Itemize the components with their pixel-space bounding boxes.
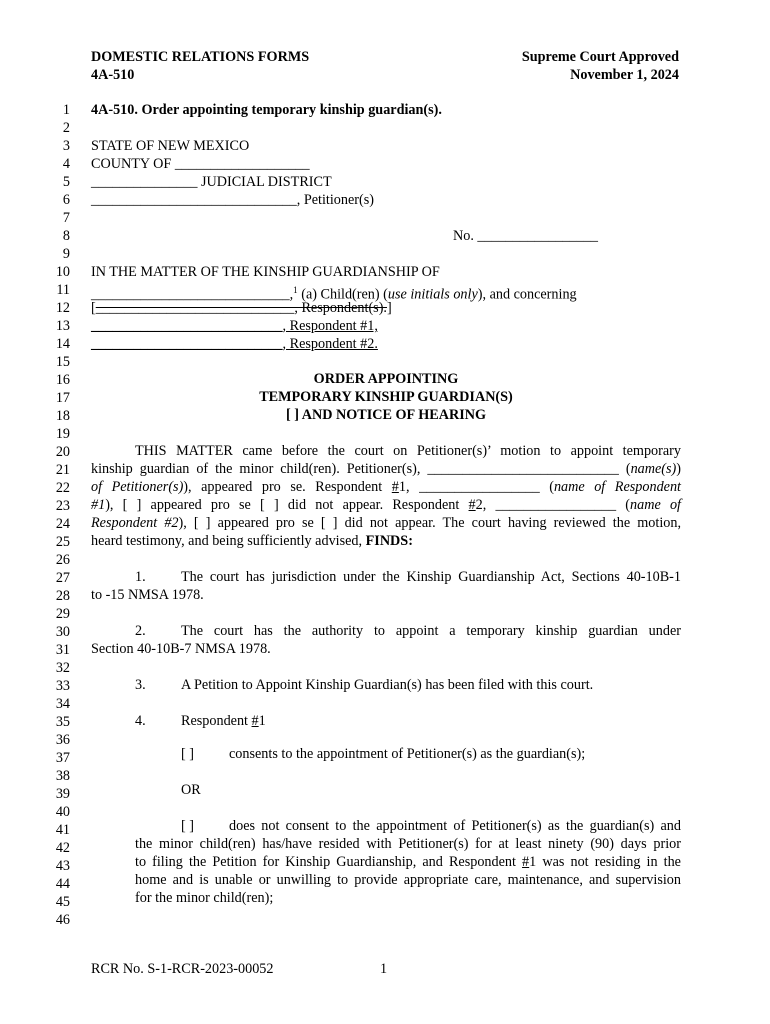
line-number: 13 (55, 318, 70, 334)
line-number: 34 (55, 696, 70, 712)
caption-respondent-2: ___________________________, Respondent #2. (91, 336, 378, 352)
line-number: 23 (55, 498, 70, 514)
line-number: 35 (55, 714, 70, 730)
case-number: No. _________________ (453, 228, 599, 244)
line-number: 40 (55, 804, 70, 820)
rcr-number: RCR No. S-1-RCR-2023-00052 (91, 961, 274, 977)
caption-petitioner: _____________________________, Petitioner(s) (91, 192, 374, 208)
line-number: 5 (62, 174, 70, 190)
line-number: 18 (55, 408, 70, 424)
line-number: 39 (55, 786, 70, 802)
caption-county: COUNTY OF ___________________ (91, 156, 310, 172)
line-number: 19 (55, 426, 70, 442)
para1-line3: of Petitioner(s)), appeared pro se. Respondent #1, _________________ (name of Respondent (91, 479, 681, 495)
item3-number: 3. (135, 677, 146, 693)
para1-line2: kinship guardian of the minor child(ren). Petitioner(s), ___________________________ (name(s)) (91, 461, 681, 477)
line-number: 2 (62, 120, 70, 136)
line-number: 17 (55, 390, 70, 406)
no-consent-line1: does not consent to the appointment of Petitioner(s) as the guardian(s) and (229, 818, 681, 834)
item1-line2: to -15 NMSA 1978. (91, 587, 204, 603)
line-number: 44 (55, 876, 70, 892)
line-number: 11 (56, 282, 70, 298)
footnote-mark: 1 (293, 285, 298, 295)
line-number: 32 (55, 660, 70, 676)
form-number: 4A-510 (91, 67, 135, 83)
line-number: 46 (55, 912, 70, 928)
line-number: 30 (55, 624, 70, 640)
order-title-1: ORDER APPOINTING (313, 371, 459, 387)
line-number: 26 (55, 552, 70, 568)
item2-line1: The court has the authority to appoint a temporary kinship guardian under (181, 623, 681, 639)
line-number: 4 (62, 156, 70, 172)
line-number: 24 (55, 516, 70, 532)
line-number: 41 (55, 822, 70, 838)
line-number: 29 (55, 606, 70, 622)
line-number: 22 (55, 480, 70, 496)
item4-line1: Respondent #1 (181, 713, 266, 729)
line-number: 42 (55, 840, 70, 856)
line-number: 33 (55, 678, 70, 694)
line-number: 28 (55, 588, 70, 604)
line-number: 7 (62, 210, 70, 226)
form-series: DOMESTIC RELATIONS FORMS (91, 49, 310, 65)
caption-district: _______________ JUDICIAL DISTRICT (91, 174, 332, 190)
line-number: 9 (62, 246, 70, 262)
line-number: 12 (55, 300, 70, 316)
item4-number: 4. (135, 713, 146, 729)
line-number: 10 (55, 264, 70, 280)
consent-checkbox[interactable]: [ ] (181, 746, 194, 762)
line-number: 21 (55, 462, 70, 478)
para1-line6: heard testimony, and being sufficiently advised, FINDS: (91, 533, 413, 549)
caption-respondents-struck: [____________________________, Respondent(s).] (91, 300, 392, 316)
caption-state: STATE OF NEW MEXICO (91, 138, 250, 154)
line-number: 20 (55, 444, 70, 460)
line-number: 36 (55, 732, 70, 748)
no-consent-checkbox[interactable]: [ ] (181, 818, 194, 834)
page-number: 1 (380, 961, 388, 977)
approval-label: Supreme Court Approved (521, 49, 679, 65)
line-number: 6 (62, 192, 70, 208)
form-header-left (91, 48, 309, 84)
caption-child-line: ____________________________,$^1$ (a) Child(ren) (use initials only), and concerning (91, 285, 577, 303)
line-number: 16 (55, 372, 70, 388)
item3-line1: A Petition to Appoint Kinship Guardian(s) has been filed with this court. (181, 677, 594, 693)
para1-line5: Respondent #2), [ ] appeared pro se [ ] did not appear. The court having reviewed the motion, (91, 515, 681, 531)
caption-matter: IN THE MATTER OF THE KINSHIP GUARDIANSHIP OF (91, 264, 440, 280)
item2-line2: Section 40-10B-7 NMSA 1978. (91, 641, 271, 657)
line-number: 1 (62, 102, 70, 118)
order-title-3: [ ] AND NOTICE OF HEARING (285, 407, 487, 423)
line-number: 31 (55, 642, 70, 658)
para1-line4: #1), [ ] appeared pro se [ ] did not appear. Respondent #2, _________________ (name of (91, 497, 681, 513)
caption-respondent-1: ___________________________, Respondent #1, (91, 318, 378, 334)
line-number: 3 (62, 138, 70, 154)
line-number: 15 (55, 354, 70, 370)
para1-line1: THIS MATTER came before the court on Petitioner(s)’ motion to appoint temporary (135, 443, 681, 459)
or-label: OR (181, 782, 201, 798)
line-number: 27 (55, 570, 70, 586)
no-consent-line2: the minor child(ren) has/have resided with Petitioner(s) for at least ninety (90) days prior (135, 836, 681, 852)
form-title: 4A-510. Order appointing temporary kinship guardian(s). (91, 102, 442, 118)
item2-number: 2. (135, 623, 146, 639)
consent-text: consents to the appointment of Petitioner(s) as the guardian(s); (229, 746, 586, 762)
item1-line1: The court has jurisdiction under the Kinship Guardianship Act, Sections 40-10B-1 (181, 569, 681, 585)
line-number: 37 (55, 750, 70, 766)
item1-number: 1. (135, 569, 146, 585)
child-blank: ____________________________, (91, 286, 294, 303)
line-number: 14 (55, 336, 70, 352)
line-number: 43 (55, 858, 70, 874)
order-title-2: TEMPORARY KINSHIP GUARDIAN(S) (259, 389, 513, 405)
struck-respondents: ____________________________, Respondent(s). (95, 300, 387, 316)
line-number: 25 (55, 534, 70, 550)
line-number: 8 (62, 228, 70, 244)
line-number: 38 (55, 768, 70, 784)
no-consent-line4: home and is unable or unwilling to provide appropriate care, maintenance, and supervision (135, 872, 681, 888)
no-consent-line3: to filing the Petition for Kinship Guardianship, and Respondent #1 was not residing in the (135, 854, 681, 870)
form-header-right (522, 48, 679, 84)
no-consent-line5: for the minor child(ren); (135, 890, 274, 906)
approval-date: November 1, 2024 (570, 67, 679, 83)
line-number: 45 (55, 894, 70, 910)
